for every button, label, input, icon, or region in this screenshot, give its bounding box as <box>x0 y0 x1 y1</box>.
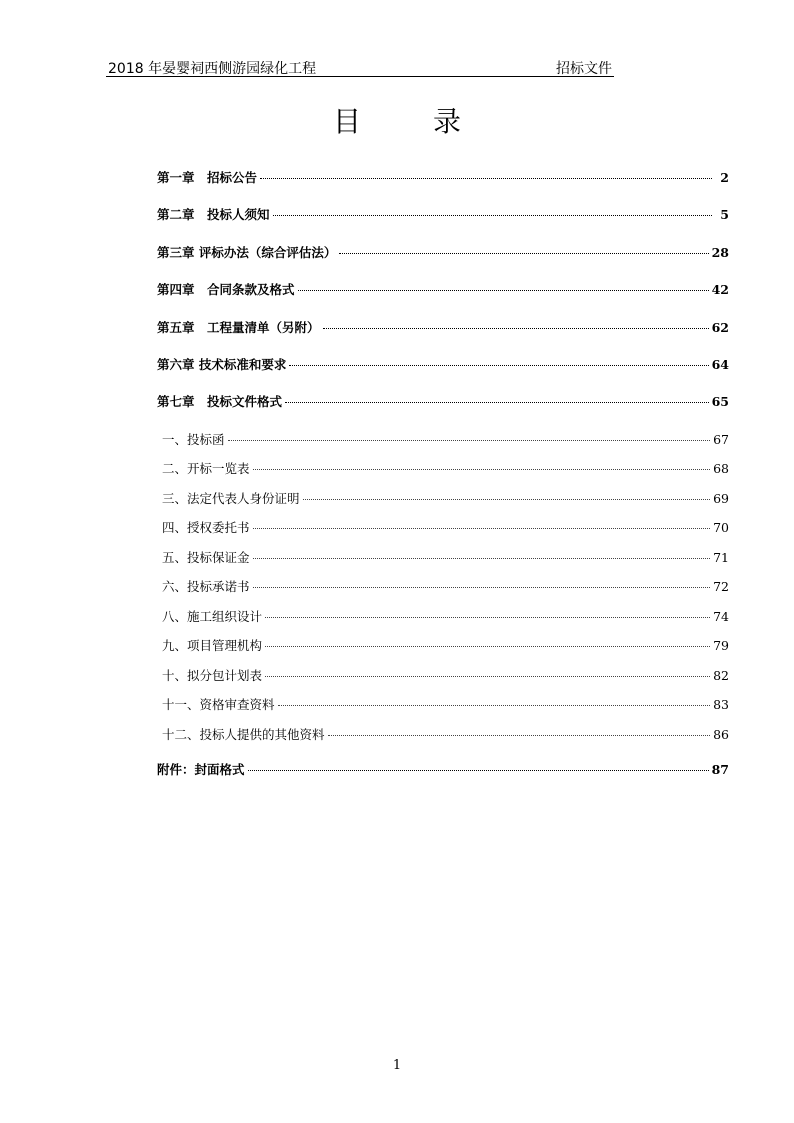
toc-entry-label: 九、项目管理机构 <box>162 638 263 654</box>
toc-entry-page: 62 <box>711 319 729 335</box>
toc-entry-label: 附件：封面格式 <box>157 762 245 778</box>
toc-entry[interactable] <box>157 695 729 725</box>
page-header <box>106 56 614 77</box>
toc-entry[interactable] <box>157 355 729 392</box>
toc-entry-page: 67 <box>713 431 729 447</box>
toc-entry-page: 2 <box>720 170 729 185</box>
toc-entry-label: 八、施工组织设计 <box>162 608 263 624</box>
toc-entry-label: 第三章 评标办法（综合评估法） <box>157 244 337 260</box>
toc-leader-dots <box>253 587 711 588</box>
toc-entry-page: 79 <box>713 638 729 654</box>
toc-leader-dots <box>289 365 708 366</box>
toc-entry-label: 四、授权委托书 <box>162 520 250 536</box>
toc-entry[interactable] <box>157 459 729 489</box>
page-title: 目录 <box>332 105 533 138</box>
toc-leader-dots <box>278 705 711 706</box>
toc-entry-label: 第六章 技术标准和要求 <box>157 356 287 372</box>
header-project-name: 2018 年晏婴祠西侧游园绿化工程 <box>108 61 317 77</box>
toc-leader-dots <box>265 617 710 618</box>
toc-leader-dots <box>328 735 711 736</box>
toc-entry[interactable] <box>157 205 729 242</box>
toc-leader-dots <box>265 676 710 677</box>
toc-entry-page: 64 <box>711 356 729 372</box>
header-document-type: 招标文件 <box>556 61 612 77</box>
toc-entry-label: 三、法定代表人身份证明 <box>162 490 300 506</box>
toc-entry-page: 5 <box>720 207 729 223</box>
toc-entry-page: 74 <box>713 608 729 624</box>
toc-entry-label: 第四章 合同条款及格式 <box>157 282 295 298</box>
toc-entry[interactable] <box>157 318 729 355</box>
toc-entry[interactable] <box>157 168 729 205</box>
toc-entry[interactable] <box>157 760 729 797</box>
page-number: 1 <box>392 1058 402 1073</box>
toc-entry-page: 86 <box>713 726 729 742</box>
toc-entry-label: 五、投标保证金 <box>162 549 250 565</box>
toc-entry-page: 69 <box>713 490 729 506</box>
toc-entry-label: 二、开标一览表 <box>162 461 250 477</box>
toc-entry-page: 87 <box>711 762 729 778</box>
toc-entry-label: 六、投标承诺书 <box>162 579 250 595</box>
toc-entry-label: 十、拟分包计划表 <box>162 667 263 683</box>
toc-entry[interactable] <box>157 607 729 637</box>
toc-entry[interactable] <box>157 430 729 460</box>
toc-entry-page: 28 <box>711 244 729 260</box>
toc-entry-page: 71 <box>713 549 729 565</box>
toc-leader-dots <box>228 440 711 441</box>
toc-entry-page: 65 <box>711 394 729 410</box>
toc-entry[interactable] <box>157 636 729 666</box>
toc-leader-dots <box>298 290 709 291</box>
toc-leader-dots <box>248 770 709 771</box>
toc-entry-label: 第五章 工程量清单（另附） <box>157 319 320 335</box>
toc-entry[interactable] <box>157 518 729 548</box>
toc-entry-label: 第一章 招标公告 <box>157 170 258 185</box>
toc-entry-label: 十一、资格审查资料 <box>162 697 275 713</box>
toc-entry-page: 82 <box>713 667 729 683</box>
toc-entry-page: 72 <box>713 579 729 595</box>
toc-entry[interactable] <box>157 548 729 578</box>
toc-leader-dots <box>265 646 710 647</box>
toc-entry[interactable] <box>157 725 729 755</box>
toc-entry[interactable] <box>157 280 729 317</box>
toc-leader-dots <box>285 402 709 403</box>
toc-entry-label: 一、投标函 <box>162 431 225 447</box>
toc-entry-page: 42 <box>711 282 729 298</box>
toc-entry-page: 68 <box>713 461 729 477</box>
toc-entry[interactable] <box>157 392 729 429</box>
toc-leader-dots <box>253 528 711 529</box>
toc-entry-label: 第七章 投标文件格式 <box>157 394 283 410</box>
toc-leader-dots <box>253 469 711 470</box>
toc-leader-dots <box>253 558 711 559</box>
table-of-contents <box>157 168 729 798</box>
toc-entry-label: 十二、投标人提供的其他资料 <box>162 726 325 742</box>
toc-entry[interactable] <box>157 243 729 280</box>
toc-entry[interactable] <box>157 577 729 607</box>
toc-leader-dots <box>260 178 712 179</box>
toc-entry[interactable] <box>157 666 729 696</box>
toc-leader-dots <box>323 328 709 329</box>
toc-leader-dots <box>303 499 711 500</box>
toc-entry-label: 第二章 投标人须知 <box>157 207 270 223</box>
toc-leader-dots <box>339 253 708 254</box>
toc-entry-page: 70 <box>713 520 729 536</box>
toc-leader-dots <box>273 215 712 216</box>
toc-entry-page: 83 <box>713 697 729 713</box>
toc-entry[interactable] <box>157 489 729 519</box>
